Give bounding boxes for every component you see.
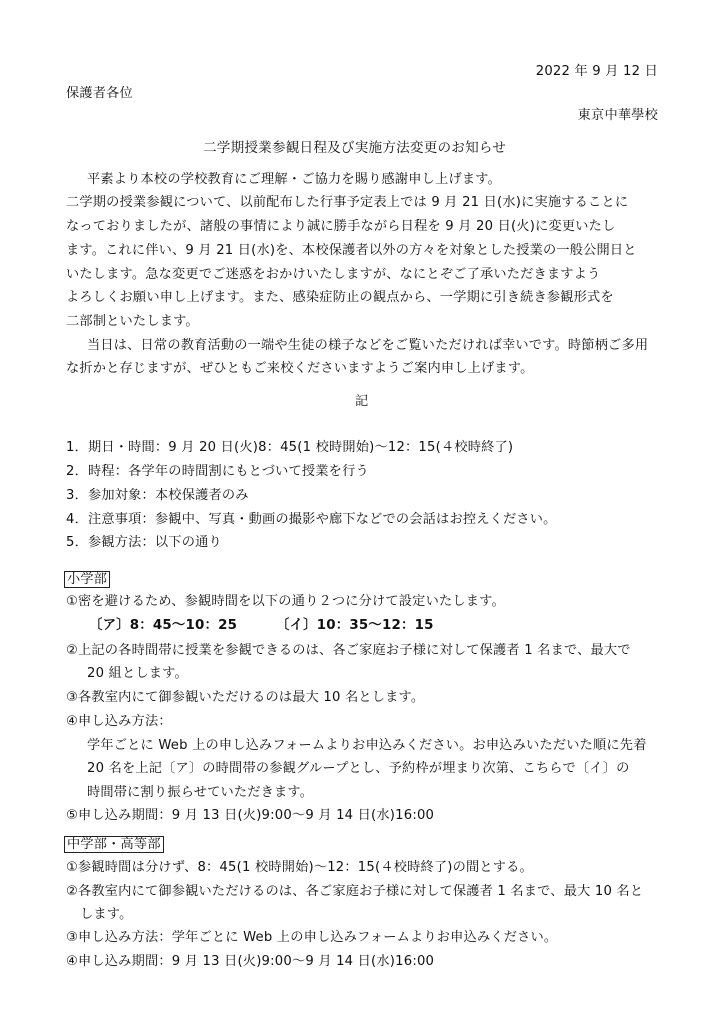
body-line: 二部制といたします。 (66, 314, 199, 329)
body-line: ます。これに伴い、9 月 21 日(水)を、本校保護者以外の方々を対象とした授業の一般公開日と (66, 243, 637, 258)
body-line: 当日は、日常の教育活動の一端や生徒の様子などをご覧いただければ幸いです。時節柄ご多用 (87, 338, 649, 353)
body-line: なっておりましたが、諸般の事情により誠に勝手ながら日程を 9 月 20 日(火)に変更いたし (66, 219, 616, 234)
elementary-line: ④申し込み方法： (66, 714, 172, 729)
elementary-line: 時間帯に割り振らせていただきます。 (87, 785, 314, 800)
body-line: いたします。急な変更でご迷惑をおかけいたしますが、なにとぞご了承いただきますよう (66, 267, 601, 282)
elementary-line: 20 名を上記〔ア〕の時間帯の参観グループとし、予約枠が埋まり次第、こちらで〔イ〕の (87, 761, 630, 776)
time-slot-a: 〔ア〕8：45～10：25 (89, 618, 238, 633)
secondary-line: ②各教室内にて御参観いただけるのは、各ご家庭お子様に対して保護者 1 名まで、最大 10 名と (66, 884, 644, 899)
body-line: な折かと存じますが、ぜひともご来校くださいますようご案内申し上げます。 (66, 361, 534, 376)
elementary-heading: 小学部 (64, 571, 110, 588)
secondary-line: します。 (80, 907, 133, 922)
list-item: 4．注意事項：参観中、写真・動画の撮影や廊下などでの会話はお控えください。 (66, 512, 557, 527)
recipient-line: 保護者各位 (66, 86, 133, 101)
body-line: 二学期の授業参観について、以前配布した行事予定表上では 9 月 21 日(水)に実施することに (66, 195, 629, 210)
secondary-line: ④申し込み期間：9 月 13 日(火)9:00～9 月 14 日(水)16:00 (66, 954, 435, 969)
elementary-line: 20 組とします。 (87, 666, 188, 681)
elementary-line: ③各教室内にて御参観いただけるのは最大 10 名とします。 (66, 690, 425, 705)
elementary-line: ⑤申し込み期間：9 月 13 日(火)9:00～9 月 14 日(水)16:00 (66, 808, 435, 823)
notice-title: 二学期授業参観日程及び実施方法変更のお知らせ (203, 140, 507, 156)
list-item: 2．時程：各学年の時間割にもとづいて授業を行う (66, 464, 369, 479)
ki-mark: 記 (355, 394, 369, 409)
secondary-line: ①参観時間は分けず、8：45(1 校時開始)～12：15(４校時終了)の間とする。 (66, 860, 533, 875)
list-item: 5．参観方法：以下の通り (66, 535, 222, 550)
notice-date: 2022 年 9 月 12 日 (535, 64, 658, 79)
list-item: 1．期日・時間：9 月 20 日(火)8：45(1 校時開始)～12：15(４校時終了) (66, 440, 514, 455)
secondary-heading: 中学部・高等部 (64, 836, 164, 853)
body-line: 平素より本校の学校教育にご理解・ご協力を賜り感謝申し上げます。 (87, 172, 501, 187)
secondary-line: ③申し込み方法：学年ごとに Web 上の申し込みフォームよりお申込みください。 (66, 930, 558, 945)
elementary-line: ②上記の各時間帯に授業を参観できるのは、各ご家庭お子様に対して保護者 1 名まで、最大で (66, 643, 631, 658)
elementary-line: ①密を避けるため、参観時間を以下の通り２つに分けて設定いたします。 (66, 594, 505, 609)
body-line: よろしくお願い申し上げます。また、感染症防止の観点から、一学期に引き続き参観形式を (66, 290, 614, 305)
time-slot-i: 〔イ〕10：35～12：15 (276, 618, 434, 633)
elementary-line: 学年ごとに Web 上の申し込みフォームよりお申込みください。お申込みいただいた順に先着 (87, 738, 647, 753)
list-item: 3．参加対象：本校保護者のみ (66, 488, 249, 503)
sender-school: 東京中華學校 (577, 108, 658, 123)
